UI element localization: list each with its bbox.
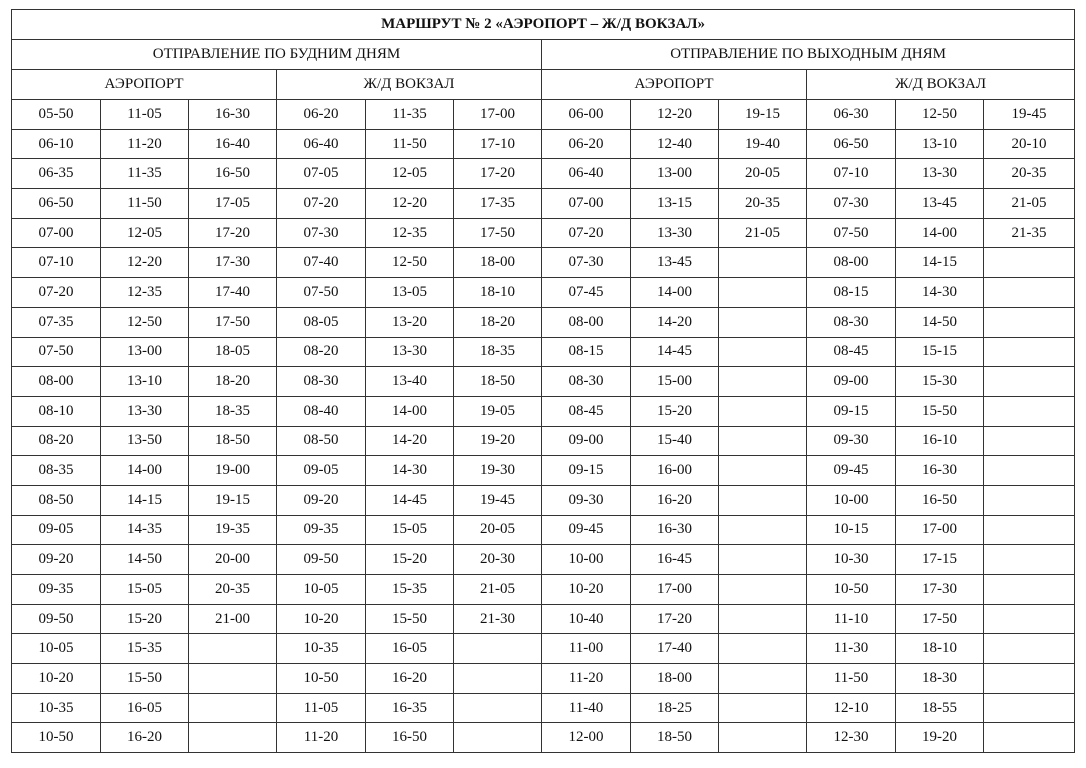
departure-time-cell: 08-50 (12, 485, 101, 515)
departure-time-cell: 13-00 (631, 159, 719, 189)
departure-time-cell (984, 664, 1075, 694)
departure-time-cell: 17-50 (189, 307, 277, 337)
departure-time-cell: 13-30 (896, 159, 984, 189)
departure-time-cell: 11-35 (366, 100, 454, 130)
departure-time-cell: 09-35 (277, 515, 366, 545)
departure-time-cell (984, 693, 1075, 723)
departure-time-cell: 10-50 (12, 723, 101, 753)
departure-time-cell: 11-20 (542, 664, 631, 694)
departure-time-cell: 17-15 (896, 545, 984, 575)
departure-time-cell: 18-50 (631, 723, 719, 753)
departure-time-cell: 16-40 (189, 129, 277, 159)
departure-time-cell (719, 693, 807, 723)
departure-time-cell: 17-40 (631, 634, 719, 664)
departure-time-cell: 10-00 (807, 485, 896, 515)
departure-time-cell: 11-40 (542, 693, 631, 723)
departure-time-cell: 17-00 (631, 575, 719, 605)
departure-time-cell: 20-10 (984, 129, 1075, 159)
departure-time-cell: 11-35 (101, 159, 189, 189)
departure-time-cell: 18-10 (896, 634, 984, 664)
departure-time-cell: 13-45 (896, 189, 984, 219)
departure-time-cell: 18-20 (454, 307, 542, 337)
departure-time-cell: 07-40 (277, 248, 366, 278)
departure-time-cell (984, 396, 1075, 426)
departure-time-cell: 20-35 (719, 189, 807, 219)
schedule-body (12, 100, 1075, 753)
departure-time-cell: 15-15 (896, 337, 984, 367)
departure-time-cell: 16-50 (366, 723, 454, 753)
departure-time-cell: 10-50 (807, 575, 896, 605)
departure-time-cell (189, 634, 277, 664)
departure-time-cell (719, 664, 807, 694)
departure-time-cell: 21-05 (984, 189, 1075, 219)
departure-time-cell: 14-20 (366, 426, 454, 456)
departure-time-cell: 13-10 (896, 129, 984, 159)
table-row (12, 634, 1075, 664)
departure-time-cell: 09-45 (542, 515, 631, 545)
departure-time-cell: 18-10 (454, 278, 542, 308)
departure-time-cell (984, 634, 1075, 664)
departure-time-cell: 18-35 (189, 396, 277, 426)
table-row (12, 248, 1075, 278)
departure-time-cell: 11-30 (807, 634, 896, 664)
departure-time-cell: 11-50 (807, 664, 896, 694)
departure-time-cell: 12-50 (366, 248, 454, 278)
departure-time-cell: 15-20 (101, 604, 189, 634)
departure-time-cell (189, 664, 277, 694)
departure-time-cell (719, 545, 807, 575)
departure-time-cell: 08-30 (807, 307, 896, 337)
departure-time-cell (719, 248, 807, 278)
departure-time-cell: 07-20 (277, 189, 366, 219)
departure-time-cell: 12-10 (807, 693, 896, 723)
departure-time-cell (719, 515, 807, 545)
departure-time-cell: 18-35 (454, 337, 542, 367)
departure-time-cell: 08-45 (542, 396, 631, 426)
departure-time-cell (719, 485, 807, 515)
departure-time-cell: 15-40 (631, 426, 719, 456)
departure-time-cell: 19-00 (189, 456, 277, 486)
departure-time-cell: 09-20 (277, 485, 366, 515)
departure-time-cell: 06-10 (12, 129, 101, 159)
departure-time-cell: 16-30 (631, 515, 719, 545)
departure-time-cell (984, 604, 1075, 634)
table-row (12, 456, 1075, 486)
departure-time-cell (719, 456, 807, 486)
table-row (12, 278, 1075, 308)
departure-time-cell (189, 723, 277, 753)
table-row (12, 515, 1075, 545)
departure-time-cell: 10-15 (807, 515, 896, 545)
departure-time-cell: 16-30 (189, 100, 277, 130)
departure-time-cell: 09-05 (12, 515, 101, 545)
departure-time-cell: 18-00 (631, 664, 719, 694)
departure-time-cell: 17-50 (896, 604, 984, 634)
table-row (12, 664, 1075, 694)
table-row (12, 337, 1075, 367)
departure-time-cell: 10-30 (807, 545, 896, 575)
departure-time-cell: 18-30 (896, 664, 984, 694)
departure-time-cell: 07-30 (277, 218, 366, 248)
departure-time-cell: 12-05 (101, 218, 189, 248)
departure-time-cell: 19-20 (454, 426, 542, 456)
departure-time-cell: 17-30 (189, 248, 277, 278)
route-title: МАРШРУТ № 2 «АЭРОПОРТ – Ж/Д ВОКЗАЛ» (12, 10, 1075, 40)
departure-time-cell: 07-20 (542, 218, 631, 248)
departure-time-cell: 10-20 (12, 664, 101, 694)
departure-time-cell: 19-45 (984, 100, 1075, 130)
departure-time-cell: 10-05 (277, 575, 366, 605)
departure-time-cell: 09-30 (807, 426, 896, 456)
departure-time-cell: 13-30 (631, 218, 719, 248)
departure-time-cell: 19-40 (719, 129, 807, 159)
departure-time-cell: 21-30 (454, 604, 542, 634)
departure-time-cell: 14-00 (896, 218, 984, 248)
departure-time-cell: 21-05 (454, 575, 542, 605)
departure-time-cell: 06-30 (807, 100, 896, 130)
departure-time-cell: 16-05 (366, 634, 454, 664)
departure-time-cell (984, 337, 1075, 367)
departure-time-cell: 12-20 (366, 189, 454, 219)
table-row (12, 575, 1075, 605)
departure-time-cell: 15-50 (101, 664, 189, 694)
departure-time-cell: 07-30 (542, 248, 631, 278)
departure-time-cell: 16-20 (101, 723, 189, 753)
table-row (12, 129, 1075, 159)
departure-time-cell: 15-00 (631, 367, 719, 397)
departure-time-cell: 09-30 (542, 485, 631, 515)
departure-time-cell (984, 545, 1075, 575)
departure-time-cell: 19-15 (189, 485, 277, 515)
departure-time-cell: 06-20 (277, 100, 366, 130)
table-row (12, 218, 1075, 248)
route-schedule-table (11, 9, 1075, 753)
departure-time-cell: 09-45 (807, 456, 896, 486)
table-row (12, 693, 1075, 723)
departure-time-cell: 08-05 (277, 307, 366, 337)
departure-time-cell: 16-35 (366, 693, 454, 723)
departure-time-cell (454, 723, 542, 753)
departure-time-cell (719, 426, 807, 456)
departure-time-cell: 17-20 (631, 604, 719, 634)
departure-time-cell: 07-00 (12, 218, 101, 248)
departure-time-cell: 07-20 (12, 278, 101, 308)
departure-time-cell (984, 485, 1075, 515)
departure-time-cell: 07-30 (807, 189, 896, 219)
departure-time-cell: 07-50 (277, 278, 366, 308)
departure-time-cell (719, 367, 807, 397)
departure-time-cell (984, 367, 1075, 397)
departure-time-cell: 14-00 (366, 396, 454, 426)
departure-time-cell: 14-00 (631, 278, 719, 308)
departure-time-cell: 16-20 (631, 485, 719, 515)
departure-time-cell: 09-50 (277, 545, 366, 575)
table-row (12, 396, 1075, 426)
departure-time-cell: 08-20 (277, 337, 366, 367)
departure-time-cell: 16-50 (896, 485, 984, 515)
departure-time-cell: 10-35 (277, 634, 366, 664)
departure-time-cell (719, 575, 807, 605)
departure-time-cell: 17-35 (454, 189, 542, 219)
departure-time-cell: 15-35 (101, 634, 189, 664)
departure-time-cell: 07-05 (277, 159, 366, 189)
departure-time-cell: 14-30 (896, 278, 984, 308)
departure-time-cell (719, 307, 807, 337)
weekends-airport-heading: АЭРОПОРТ (542, 70, 807, 100)
departure-time-cell: 14-50 (896, 307, 984, 337)
departure-time-cell: 13-00 (101, 337, 189, 367)
departure-time-cell: 08-00 (542, 307, 631, 337)
departure-time-cell: 19-15 (719, 100, 807, 130)
departure-time-cell: 18-00 (454, 248, 542, 278)
departure-time-cell: 12-35 (101, 278, 189, 308)
departure-time-cell: 14-45 (631, 337, 719, 367)
departure-time-cell: 08-40 (277, 396, 366, 426)
departure-time-cell: 14-20 (631, 307, 719, 337)
departure-time-cell: 13-20 (366, 307, 454, 337)
departure-time-cell: 19-45 (454, 485, 542, 515)
departure-time-cell: 08-35 (12, 456, 101, 486)
table-row (12, 604, 1075, 634)
departure-time-cell: 13-50 (101, 426, 189, 456)
departure-time-cell: 09-00 (542, 426, 631, 456)
departure-time-cell: 14-15 (101, 485, 189, 515)
departure-time-cell: 17-20 (189, 218, 277, 248)
departure-time-cell: 06-50 (12, 189, 101, 219)
departure-time-cell: 14-00 (101, 456, 189, 486)
departure-time-cell: 16-45 (631, 545, 719, 575)
departure-time-cell: 15-05 (366, 515, 454, 545)
departure-time-cell: 18-50 (454, 367, 542, 397)
departure-time-cell (984, 575, 1075, 605)
weekends-heading: ОТПРАВЛЕНИЕ ПО ВЫХОДНЫМ ДНЯМ (542, 40, 1075, 70)
departure-time-cell: 18-25 (631, 693, 719, 723)
departure-time-cell: 16-00 (631, 456, 719, 486)
departure-time-cell: 09-15 (807, 396, 896, 426)
table-row (12, 426, 1075, 456)
departure-time-cell (984, 456, 1075, 486)
departure-time-cell: 19-35 (189, 515, 277, 545)
departure-time-cell (719, 723, 807, 753)
departure-time-cell: 11-20 (101, 129, 189, 159)
departure-time-cell: 19-30 (454, 456, 542, 486)
departure-time-cell: 14-15 (896, 248, 984, 278)
departure-time-cell: 07-45 (542, 278, 631, 308)
departure-time-cell: 15-50 (896, 396, 984, 426)
departure-time-cell: 20-30 (454, 545, 542, 575)
departure-time-cell: 15-50 (366, 604, 454, 634)
departure-time-cell (984, 248, 1075, 278)
departure-time-cell: 08-15 (807, 278, 896, 308)
departure-time-cell: 20-05 (719, 159, 807, 189)
departure-time-cell: 12-00 (542, 723, 631, 753)
departure-time-cell: 09-00 (807, 367, 896, 397)
departure-time-cell: 21-05 (719, 218, 807, 248)
departure-time-cell: 07-50 (807, 218, 896, 248)
departure-time-cell: 19-05 (454, 396, 542, 426)
table-row (12, 100, 1075, 130)
departure-time-cell: 10-50 (277, 664, 366, 694)
table-row (12, 159, 1075, 189)
weekdays-heading: ОТПРАВЛЕНИЕ ПО БУДНИМ ДНЯМ (12, 40, 542, 70)
departure-time-cell: 18-50 (189, 426, 277, 456)
departure-time-cell: 20-35 (189, 575, 277, 605)
departure-time-cell: 07-50 (12, 337, 101, 367)
departure-time-cell (984, 278, 1075, 308)
departure-time-cell: 11-00 (542, 634, 631, 664)
departure-time-cell: 12-50 (101, 307, 189, 337)
departure-time-cell: 06-35 (12, 159, 101, 189)
departure-time-cell: 15-30 (896, 367, 984, 397)
departure-time-cell: 09-20 (12, 545, 101, 575)
departure-time-cell: 08-15 (542, 337, 631, 367)
departure-time-cell: 16-20 (366, 664, 454, 694)
departure-time-cell: 20-00 (189, 545, 277, 575)
table-row (12, 367, 1075, 397)
weekdays-airport-heading: АЭРОПОРТ (12, 70, 277, 100)
departure-time-cell: 17-50 (454, 218, 542, 248)
departure-time-cell: 17-00 (454, 100, 542, 130)
departure-time-cell (454, 693, 542, 723)
departure-time-cell: 09-35 (12, 575, 101, 605)
departure-time-cell: 11-20 (277, 723, 366, 753)
departure-time-cell (719, 337, 807, 367)
departure-time-cell (984, 723, 1075, 753)
departure-time-cell: 13-10 (101, 367, 189, 397)
departure-time-cell: 13-40 (366, 367, 454, 397)
departure-time-cell: 08-10 (12, 396, 101, 426)
departure-time-cell: 17-20 (454, 159, 542, 189)
departure-time-cell: 08-00 (807, 248, 896, 278)
departure-time-cell: 11-05 (277, 693, 366, 723)
departure-time-cell: 12-30 (807, 723, 896, 753)
departure-time-cell: 19-20 (896, 723, 984, 753)
departure-time-cell: 07-10 (807, 159, 896, 189)
departure-time-cell: 17-10 (454, 129, 542, 159)
departure-time-cell: 13-30 (366, 337, 454, 367)
departure-time-cell: 12-50 (896, 100, 984, 130)
table-row (12, 307, 1075, 337)
departure-time-cell: 08-50 (277, 426, 366, 456)
departure-time-cell: 15-20 (631, 396, 719, 426)
departure-time-cell: 10-00 (542, 545, 631, 575)
departure-time-cell: 21-00 (189, 604, 277, 634)
departure-time-cell: 14-35 (101, 515, 189, 545)
departure-time-cell (719, 604, 807, 634)
departure-time-cell: 06-00 (542, 100, 631, 130)
departure-time-cell: 16-10 (896, 426, 984, 456)
departure-time-cell (719, 396, 807, 426)
departure-time-cell: 13-30 (101, 396, 189, 426)
weekdays-station-heading: Ж/Д ВОКЗАЛ (277, 70, 542, 100)
departure-time-cell: 15-20 (366, 545, 454, 575)
departure-time-cell: 12-05 (366, 159, 454, 189)
departure-time-cell: 17-00 (896, 515, 984, 545)
departure-time-cell: 09-50 (12, 604, 101, 634)
departure-time-cell: 18-20 (189, 367, 277, 397)
departure-time-cell: 11-10 (807, 604, 896, 634)
departure-time-cell: 15-35 (366, 575, 454, 605)
departure-time-cell: 10-35 (12, 693, 101, 723)
table-row (12, 189, 1075, 219)
departure-time-cell: 13-15 (631, 189, 719, 219)
departure-time-cell: 16-50 (189, 159, 277, 189)
departure-time-cell: 12-20 (631, 100, 719, 130)
departure-time-cell: 11-50 (101, 189, 189, 219)
departure-time-cell (454, 634, 542, 664)
departure-time-cell: 07-00 (542, 189, 631, 219)
departure-time-cell: 14-45 (366, 485, 454, 515)
departure-time-cell (454, 664, 542, 694)
table-row (12, 545, 1075, 575)
departure-time-cell: 09-15 (542, 456, 631, 486)
departure-time-cell (189, 693, 277, 723)
departure-time-cell: 05-50 (12, 100, 101, 130)
departure-time-cell: 06-40 (542, 159, 631, 189)
departure-time-cell: 16-05 (101, 693, 189, 723)
departure-time-cell: 15-05 (101, 575, 189, 605)
departure-time-cell: 06-20 (542, 129, 631, 159)
departure-time-cell: 11-05 (101, 100, 189, 130)
departure-time-cell (719, 278, 807, 308)
departure-time-cell: 07-10 (12, 248, 101, 278)
departure-time-cell: 09-05 (277, 456, 366, 486)
departure-time-cell: 13-05 (366, 278, 454, 308)
departure-time-cell: 06-40 (277, 129, 366, 159)
departure-time-cell: 08-20 (12, 426, 101, 456)
departure-time-cell (984, 515, 1075, 545)
departure-time-cell: 11-50 (366, 129, 454, 159)
departure-time-cell: 12-40 (631, 129, 719, 159)
departure-time-cell: 08-00 (12, 367, 101, 397)
departure-time-cell: 17-05 (189, 189, 277, 219)
departure-time-cell: 12-35 (366, 218, 454, 248)
departure-time-cell: 06-50 (807, 129, 896, 159)
weekends-station-heading: Ж/Д ВОКЗАЛ (807, 70, 1075, 100)
departure-time-cell: 20-35 (984, 159, 1075, 189)
departure-time-cell (719, 634, 807, 664)
table-row (12, 723, 1075, 753)
departure-time-cell (984, 426, 1075, 456)
departure-time-cell: 10-05 (12, 634, 101, 664)
departure-time-cell: 10-20 (542, 575, 631, 605)
departure-time-cell: 14-50 (101, 545, 189, 575)
departure-time-cell: 07-35 (12, 307, 101, 337)
departure-time-cell: 17-30 (896, 575, 984, 605)
departure-time-cell: 13-45 (631, 248, 719, 278)
departure-time-cell: 21-35 (984, 218, 1075, 248)
table-row (12, 485, 1075, 515)
departure-time-cell: 08-30 (277, 367, 366, 397)
departure-time-cell: 12-20 (101, 248, 189, 278)
departure-time-cell: 08-30 (542, 367, 631, 397)
departure-time-cell: 10-20 (277, 604, 366, 634)
departure-time-cell: 18-55 (896, 693, 984, 723)
departure-time-cell: 16-30 (896, 456, 984, 486)
departure-time-cell: 17-40 (189, 278, 277, 308)
departure-time-cell: 18-05 (189, 337, 277, 367)
departure-time-cell (984, 307, 1075, 337)
departure-time-cell: 08-45 (807, 337, 896, 367)
departure-time-cell: 14-30 (366, 456, 454, 486)
departure-time-cell: 10-40 (542, 604, 631, 634)
departure-time-cell: 20-05 (454, 515, 542, 545)
